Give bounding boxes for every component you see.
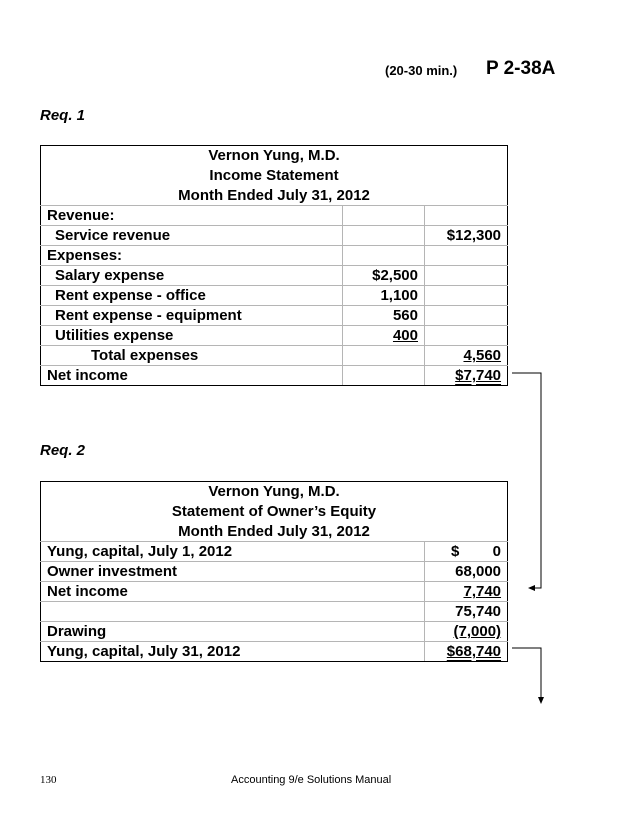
- equity-row-label: Net income: [41, 582, 425, 602]
- net-income-link-arrow: [512, 373, 541, 591]
- statement-period: Month Ended July 31, 2012: [41, 186, 508, 206]
- statement-name: Statement of Owner’s Equity: [41, 502, 508, 522]
- equity-row-label: Drawing: [41, 622, 425, 642]
- service-revenue-label: Service revenue: [41, 226, 343, 246]
- book-title: Accounting 9/e Solutions Manual: [231, 774, 392, 786]
- equity-row-label: Owner investment: [41, 562, 425, 582]
- expense-label: Salary expense: [41, 266, 343, 286]
- expense-label: Rent expense - equipment: [41, 306, 343, 326]
- equity-row-amount: (7,000): [453, 623, 502, 640]
- page-number: 130: [40, 774, 57, 786]
- expenses-heading: Expenses:: [41, 246, 343, 266]
- expense-amount: $2,500: [343, 266, 425, 286]
- time-estimate: (20-30 min.): [385, 63, 458, 78]
- equity-row-label: Yung, capital, July 1, 2012: [41, 542, 425, 562]
- equity-row-amount: 75,740: [425, 602, 508, 622]
- equity-row-amount: $68,740: [446, 643, 502, 660]
- expense-amount: 400: [392, 327, 418, 344]
- expense-label: Rent expense - office: [41, 286, 343, 306]
- equity-row-label: Yung, capital, July 31, 2012: [41, 642, 425, 662]
- net-income-label: Net income: [41, 366, 343, 386]
- company-name: Vernon Yung, M.D.: [41, 482, 508, 502]
- company-name: Vernon Yung, M.D.: [41, 146, 508, 166]
- revenue-heading: Revenue:: [41, 206, 343, 226]
- expense-label: Utilities expense: [41, 326, 343, 346]
- problem-number: P 2-38A: [486, 58, 556, 79]
- equity-row-amount: 7,740: [463, 583, 502, 600]
- ending-capital-link-arrow: [512, 648, 544, 704]
- total-expenses-label: Total expenses: [41, 346, 343, 366]
- expense-amount: 560: [343, 306, 425, 326]
- equity-row-amount: $ 0: [425, 542, 508, 562]
- req2-label: Req. 2: [40, 442, 86, 459]
- statement-name: Income Statement: [41, 166, 508, 186]
- req1-label: Req. 1: [40, 107, 86, 124]
- total-expenses-amount: 4,560: [463, 347, 502, 364]
- net-income-amount: $7,740: [455, 367, 502, 384]
- service-revenue-amount: $12,300: [425, 226, 508, 246]
- equity-row-amount: 68,000: [425, 562, 508, 582]
- expense-amount: 1,100: [343, 286, 425, 306]
- statement-period: Month Ended July 31, 2012: [41, 522, 508, 542]
